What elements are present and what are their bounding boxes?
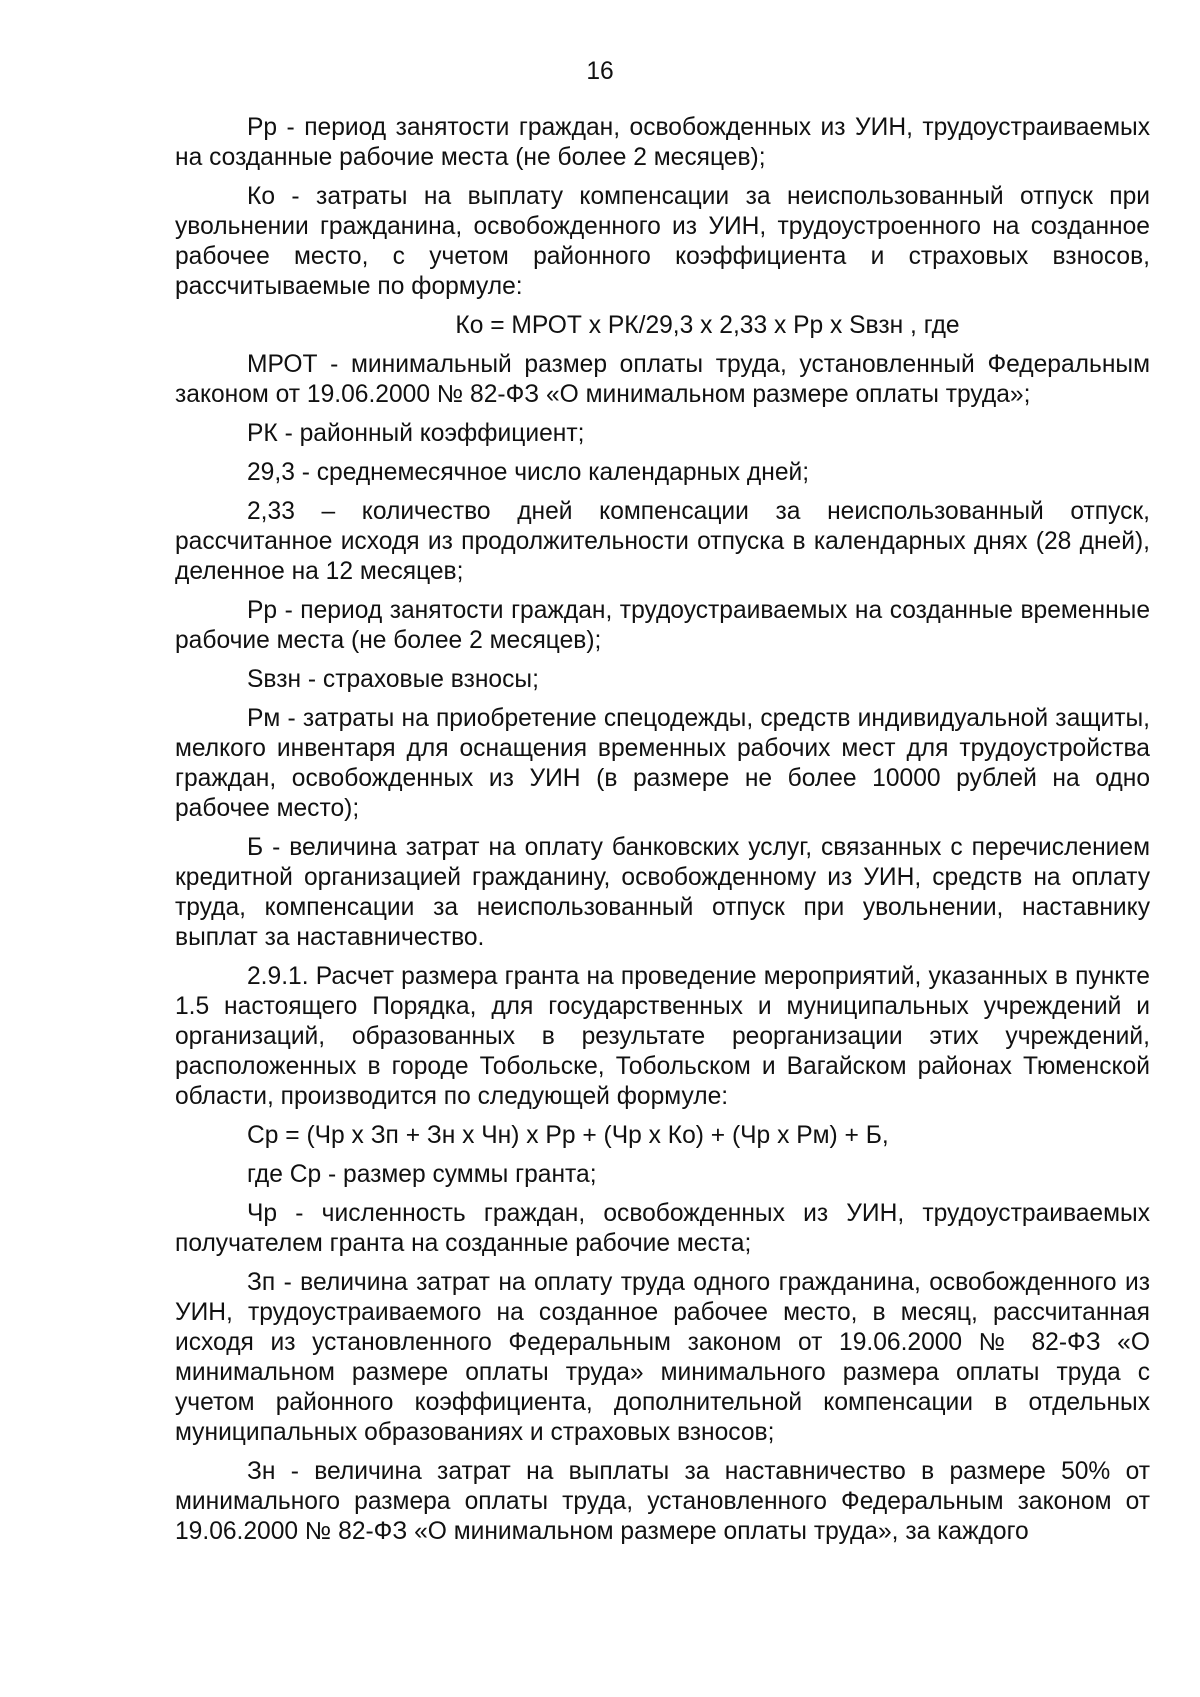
paragraph-b: Б - величина затрат на оплату банковских услуг, связанных с перечислением кредитной организацией гражданину, освобожденному из УИН, средств на оплату труда, компенсации за неиспользованный отпуск при увольнении, наставнику выплат за наставничество. [175,834,1150,951]
paragraph-zn: Зн - величина затрат на выплаты за наставничество в размере 50% от минимального размера оплаты труда, установленного Федеральным законом от 19.06.2000 № 82-ФЗ «О минимальном размере оплаты труда», за каждого [175,1458,1150,1545]
document-body [175,113,1150,1556]
paragraph-rk: РК - районный коэффициент; [247,420,585,447]
page-number: 16 [586,58,614,85]
paragraph-rm: Рм - затраты на приобретение спецодежды, средств индивидуальной защиты, мелкого инвентаря для оснащения временных рабочих мест для трудоустройства граждан, освобожденных из УИН (в размере не более 10000 рублей на одно рабочее место); [175,705,1150,822]
paragraph-svzn: Sвзн - страховые взносы; [247,666,539,693]
paragraph-2-33: 2,33 – количество дней компенсации за неиспользованный отпуск, рассчитанное исходя из продолжительности отпуска в календарных днях (28 дней), деленное на 12 месяцев; [175,498,1150,585]
formula-sr: Ср = (Чр х Зп + Зн х Чн) х Рр + (Чр х Ко) + (Чр х Рм) + Б, [247,1122,889,1149]
paragraph-29-3: 29,3 - среднемесячное число календарных дней; [247,459,810,486]
paragraph-rr-period: Рр - период занятости граждан, освобожденных из УИН, трудоустраиваемых на созданные рабочие места (не более 2 месяцев); [175,114,1150,171]
paragraph-2-9-1: 2.9.1. Расчет размера гранта на проведение мероприятий, указанных в пункте 1.5 настоящего Порядка, для государственных и муниципальных учреждений и организаций, образованных в результате реорганизации этих учреждений, расположенных в городе Тобольске, Тобольском и Вагайском районах Тюменской области, производится по следующей формуле: [175,963,1150,1110]
formula-ko: Ко = МРОТ х РК/29,3 х 2,33 х Рр х Sвзн , где [455,312,960,339]
paragraph-chr: Чр - численность граждан, освобожденных из УИН, трудоустраиваемых получателем гранта на созданные рабочие места; [175,1200,1150,1257]
paragraph-rr-temporary: Рр - период занятости граждан, трудоустраиваемых на созданные временные рабочие места (не более 2 месяцев); [175,597,1150,654]
paragraph-zp: Зп - величина затрат на оплату труда одного гражданина, освобожденного из УИН, трудоустраиваемого на созданное рабочее место, в месяц, рассчитанная исходя из установленного Федеральным законом от 19.06.2000 № 82-ФЗ «О минимальном размере оплаты труда» минимального размера оплаты труда с учетом районного коэффициента, дополнительной компенсации в отдельных муниципальных образованиях и страховых взносов; [175,1269,1150,1446]
paragraph-ko-definition: Ко - затраты на выплату компенсации за неиспользованный отпуск при увольнении гражданина, освобожденного из УИН, трудоустроенного на созданное рабочее место, с учетом районного коэффициента и страховых взносов, рассчитываемые по формуле: [175,183,1150,300]
paragraph-sr-definition: где Ср - размер суммы гранта; [247,1161,597,1188]
paragraph-mrot: МРОТ - минимальный размер оплаты труда, установленный Федеральным законом от 19.06.2000 № 82-ФЗ «О минимальном размере оплаты труда»; [175,351,1150,408]
